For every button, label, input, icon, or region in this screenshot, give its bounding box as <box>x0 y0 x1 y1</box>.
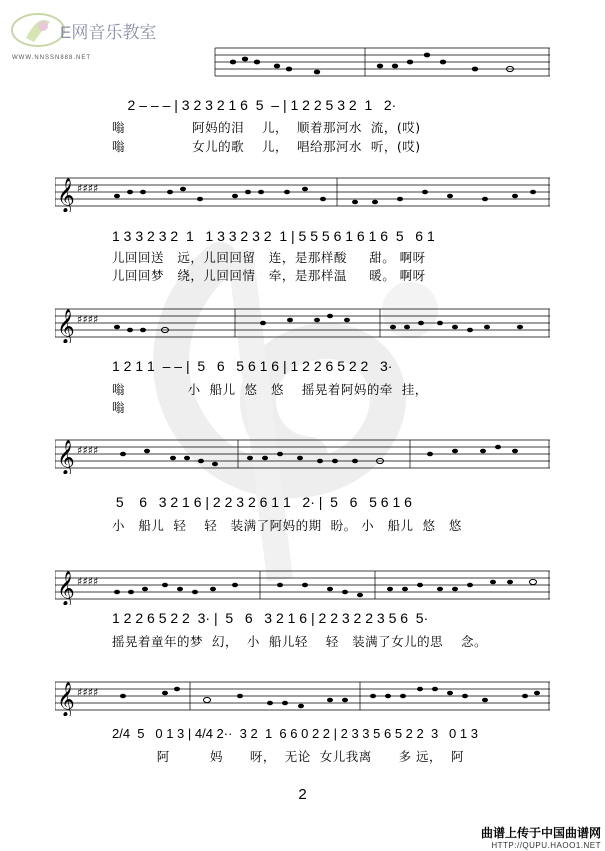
jianpu-line-6: 2/4 5 0 1 3 | 4/4 2·· 3 2 1 6 6 0 2 2 | 2 3 3 5 6 5 2 2 3 0 1 3 <box>112 726 478 741</box>
footer-line-1: 曲谱上传于中国曲谱网 <box>480 826 601 840</box>
lyrics-line-2a: 儿回回送 远，儿回回留 连，是那样酸 甜。 啊呀 <box>112 250 426 265</box>
lyrics-line-1b: 嗡 女儿的歌 儿， 唱给那河水 听，(哎) <box>112 139 421 154</box>
svg-text:♯♯♯♯: ♯♯♯♯ <box>77 686 99 699</box>
svg-text:𝄞: 𝄞 <box>57 440 75 474</box>
brand-url: WWW.NNSSN888.NET <box>12 55 92 61</box>
watermark-clef-icon <box>80 240 520 620</box>
brand-name: E网音乐教室 <box>60 23 157 42</box>
page-number: 2 <box>298 786 307 803</box>
svg-text:𝄞: 𝄞 <box>57 178 75 212</box>
jianpu-line-1: 2 – – – | 3 2 3 2 1 6 5 – | 1 2 2 5 3 2 1 2· <box>112 97 397 113</box>
svg-text:♯♯♯♯: ♯♯♯♯ <box>77 182 99 195</box>
lyrics-line-5a: 摇晃着童年的梦 幻， 小 船儿轻 轻 装满了女儿的思 念。 <box>112 634 488 649</box>
lyrics-line-1a: 嗡 阿妈的泪 儿， 顺着那河水 流，(哎) <box>112 120 421 135</box>
svg-text:𝄞: 𝄞 <box>57 571 75 605</box>
lyrics-line-6a: 阿 妈 呀， 无论 女儿我离 多 远， 阿 <box>112 749 464 764</box>
jianpu-line-5: 1 2 2 6 5 2 2 3· | 5 6 3 2 1 6 | 2 2 3 2 2 3 5 6 5· <box>112 610 429 626</box>
svg-text:♯♯♯♯: ♯♯♯♯ <box>77 444 99 457</box>
svg-text:𝄞: 𝄞 <box>57 309 75 343</box>
jianpu-line-2: 1 3 3 2 3 2 1 1 3 3 2 3 2 1 | 5 5 5 6 1 6 1 6 5 6 1 <box>112 228 435 244</box>
svg-text:𝄞: 𝄞 <box>57 682 75 716</box>
svg-text:♯♯♯♯: ♯♯♯♯ <box>77 575 99 588</box>
footer-credit <box>481 824 601 850</box>
lyrics-line-2b: 儿回回梦 绕，儿回回情 牵，是那样温 暖。 啊呀 <box>112 268 426 283</box>
staff-line-2 <box>55 172 550 212</box>
staff-line-3 <box>55 303 550 343</box>
staff-line-4 <box>55 434 550 474</box>
staff-line-5 <box>55 565 550 605</box>
staff-line-6 <box>55 676 550 716</box>
lyrics-line-4a: 小 船儿 轻 轻 装满了阿妈的期 盼。 小 船儿 悠 悠 <box>112 518 462 533</box>
lyrics-line-3b: 嗡 <box>112 400 126 415</box>
jianpu-line-4: 5 6 3 2 1 6 | 2 2 3 2 6 1 1 2· | 5 6 5 6 1 6 <box>112 494 412 510</box>
svg-text:♯♯♯♯: ♯♯♯♯ <box>77 313 99 326</box>
lyrics-line-3a: 嗡 小 船儿 悠 悠 摇晃着阿妈的牵 挂， <box>112 382 428 397</box>
footer-line-2: HTTP://QUPU.HAOO1.NET <box>491 841 601 850</box>
jianpu-line-3: 1 2 1 1 – – | 5 6 5 6 1 6 | 1 2 2 6 5 2 2 3· <box>112 358 393 374</box>
staff-line-1 <box>55 42 550 82</box>
